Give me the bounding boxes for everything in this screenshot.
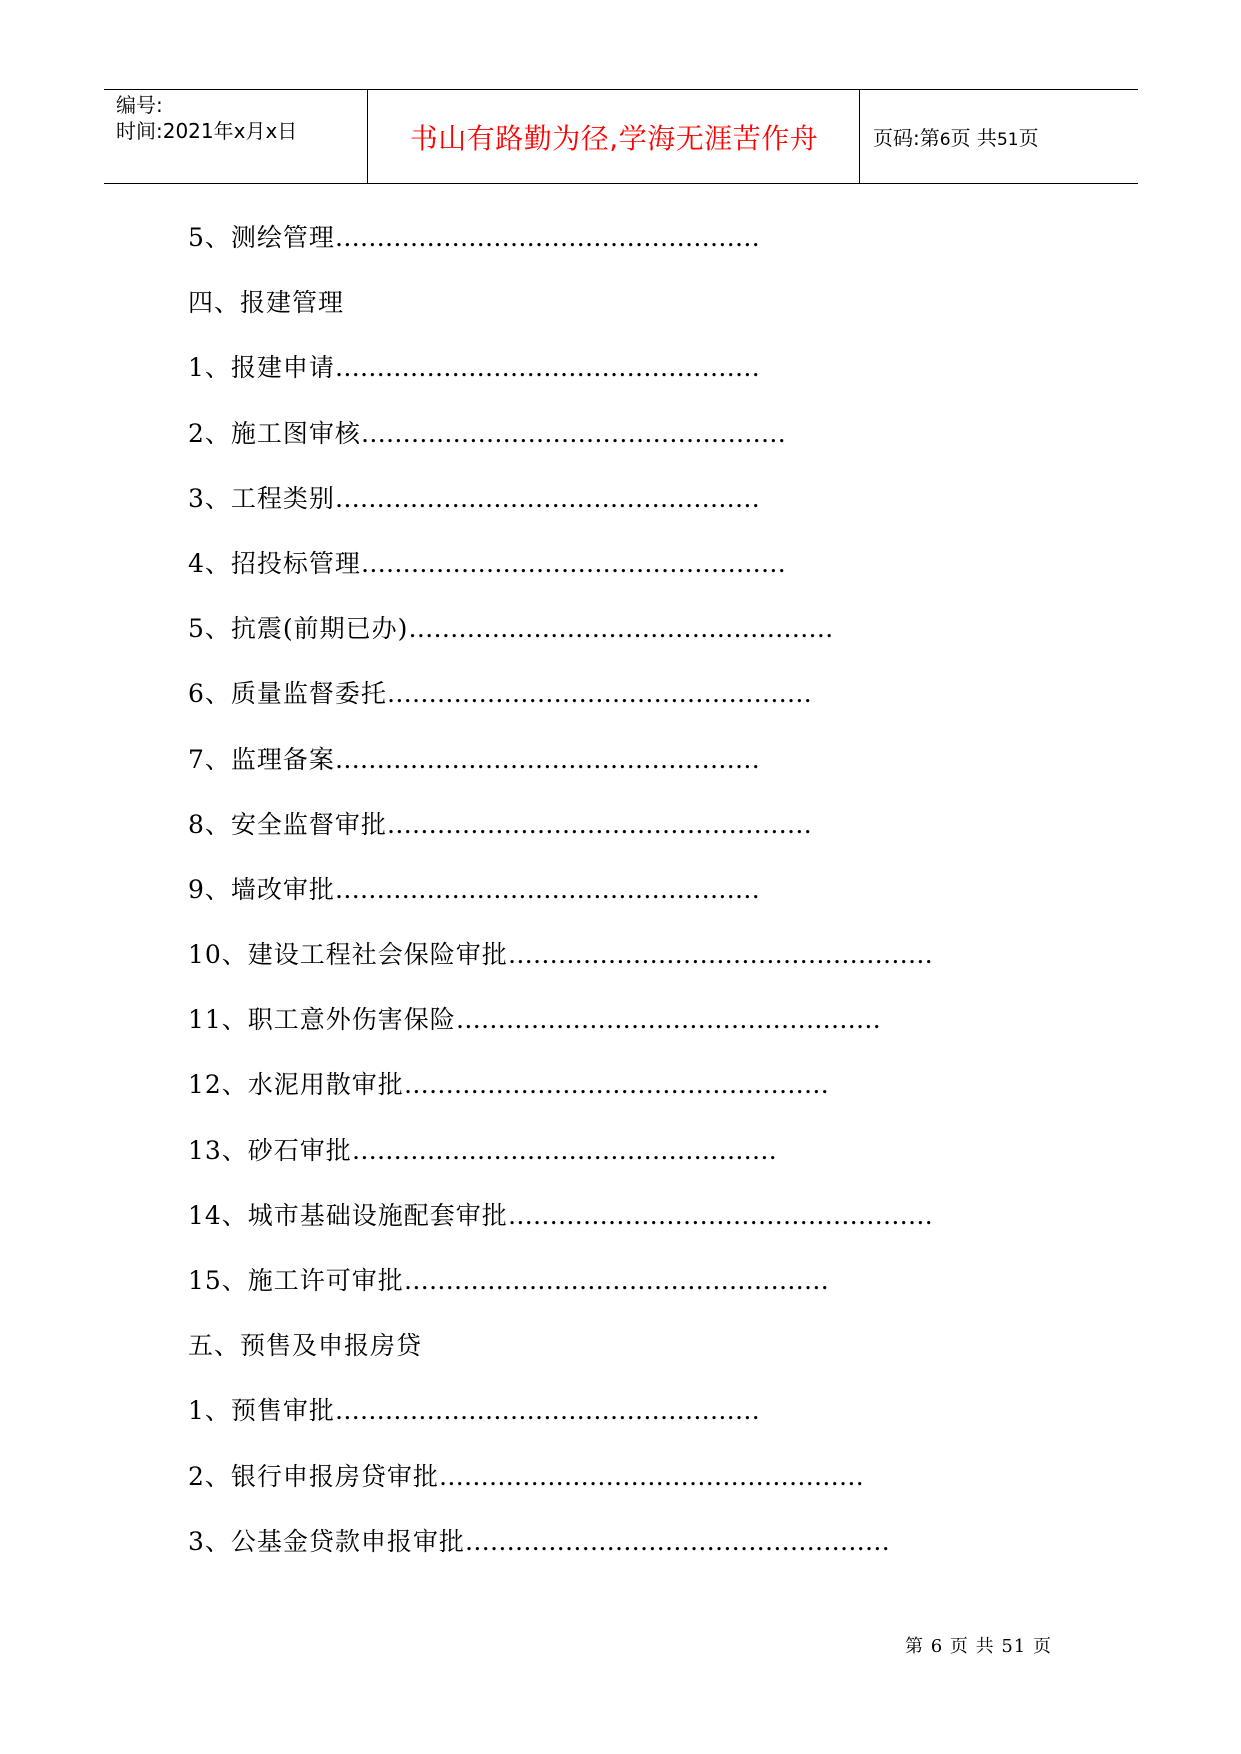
toc-entry-leader: ……………………………………………	[334, 483, 760, 513]
toc-entry	[188, 676, 1088, 741]
toc-entry	[188, 1263, 1088, 1328]
toc-entry	[188, 611, 1088, 676]
toc-entry-leader: ……………………………………………	[507, 1200, 933, 1230]
toc-entry-leader: ……………………………………………	[334, 223, 760, 252]
toc-entry	[188, 742, 1088, 807]
toc-entry-leader: ……………………………………………	[408, 614, 834, 644]
toc-entry	[188, 1393, 1088, 1458]
toc-entry	[188, 1067, 1088, 1132]
toc-entry-title: 五、预售及申报房贷	[188, 1331, 423, 1361]
toc-entry-title: 1、报建申请	[188, 353, 335, 383]
toc-entry-title: 12、水泥用散审批	[188, 1070, 404, 1100]
toc-entry	[188, 872, 1088, 937]
toc-entry-title: 6、质量监督委托	[188, 679, 387, 709]
table-of-contents	[188, 220, 1088, 1589]
header-page-cell	[861, 90, 1138, 183]
toc-entry-title: 5、测绘管理	[188, 223, 335, 252]
toc-entry-leader: ……………………………………………	[403, 1266, 829, 1295]
page-footer: 第 6 页 共 51 页	[905, 1636, 1052, 1657]
page-suffix: 页	[1018, 126, 1039, 150]
page-mid: 页 共	[950, 126, 997, 150]
page-current: 6	[939, 130, 951, 150]
toc-entry	[188, 220, 1088, 285]
toc-entry	[188, 1002, 1088, 1067]
toc-entry-leader: ……………………………………………	[334, 353, 760, 383]
toc-entry	[188, 807, 1088, 872]
page-total: 51	[996, 130, 1019, 150]
toc-entry-leader: ……………………………………………	[351, 1135, 777, 1165]
header-motto: 书山有路勤为径,学海无涯苦作舟	[409, 121, 819, 155]
toc-entry-title: 3、工程类别	[188, 483, 335, 513]
toc-entry-title: 4、招投标管理	[188, 548, 361, 578]
toc-entry-leader: ……………………………………………	[334, 874, 760, 904]
toc-entry	[188, 1459, 1088, 1524]
toc-entry-leader: ……………………………………………	[464, 1526, 890, 1556]
toc-entry	[188, 285, 1088, 350]
toc-entry-leader: ……………………………………………	[438, 1461, 864, 1491]
header-motto-cell	[369, 90, 860, 183]
toc-entry-title: 13、砂石审批	[188, 1135, 352, 1165]
toc-entry	[188, 546, 1088, 611]
header-meta-cell	[104, 90, 368, 183]
toc-entry-title: 1、预售审批	[188, 1396, 335, 1426]
toc-entry-leader: ……………………………………………	[334, 744, 760, 774]
toc-entry-title: 10、建设工程社会保险审批	[188, 940, 508, 970]
toc-entry	[188, 1524, 1088, 1589]
page-header	[104, 89, 1138, 184]
header-page-info	[861, 122, 1039, 151]
document-time-label: 时间:2021年x月x日	[116, 119, 298, 143]
toc-entry-title: 15、施工许可审批	[188, 1266, 404, 1295]
toc-entry-leader: ……………………………………………	[403, 1070, 829, 1100]
toc-entry-leader: ……………………………………………	[360, 548, 786, 578]
toc-entry-title: 2、银行申报房贷审批	[188, 1461, 439, 1491]
toc-entry	[188, 481, 1088, 546]
toc-entry-title: 11、职工意外伤害保险	[188, 1005, 456, 1035]
toc-entry-leader: ……………………………………………	[386, 679, 812, 709]
toc-entry-title: 2、施工图审核	[188, 418, 361, 448]
toc-entry-leader: ……………………………………………	[334, 1396, 760, 1426]
toc-entry-title: 14、城市基础设施配套审批	[188, 1200, 508, 1230]
toc-entry-leader: ……………………………………………	[507, 940, 933, 970]
toc-entry	[188, 1328, 1088, 1393]
page-prefix: 页码:第	[873, 126, 940, 150]
toc-entry	[188, 1133, 1088, 1198]
toc-entry	[188, 416, 1088, 481]
toc-entry-leader: ……………………………………………	[455, 1005, 881, 1035]
toc-entry-title: 四、报建管理	[188, 288, 345, 318]
document-number-label: 编号:	[116, 93, 163, 117]
toc-entry-leader: ……………………………………………	[360, 418, 786, 448]
toc-entry-title: 9、墙改审批	[188, 874, 335, 904]
toc-entry-title: 8、安全监督审批	[188, 809, 387, 839]
toc-entry-title: 7、监理备案	[188, 744, 335, 774]
toc-entry-leader: ……………………………………………	[386, 809, 812, 839]
toc-entry-title: 5、抗震(前期已办)	[188, 614, 409, 644]
toc-entry-title: 3、公基金贷款申报审批	[188, 1526, 465, 1556]
toc-entry	[188, 1198, 1088, 1263]
toc-entry	[188, 937, 1088, 1002]
toc-entry	[188, 350, 1088, 415]
